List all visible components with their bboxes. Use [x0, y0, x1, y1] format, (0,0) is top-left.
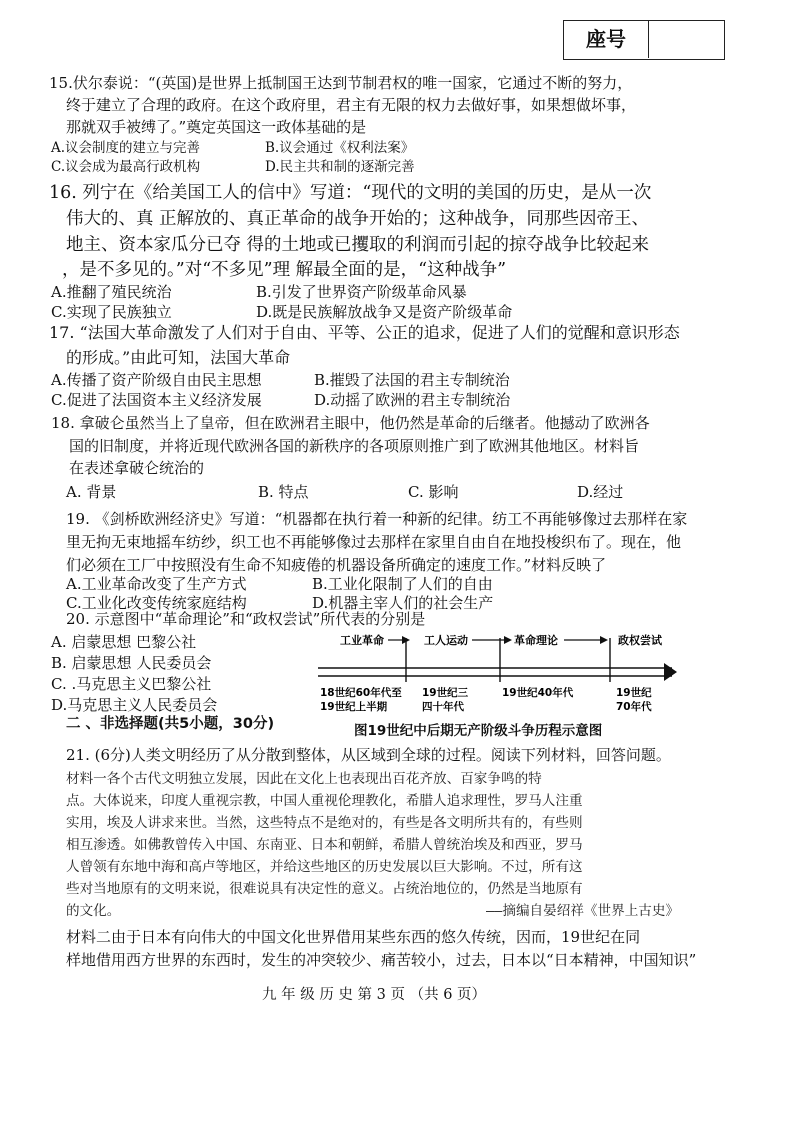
timeline-arrowhead	[664, 663, 677, 681]
question-18-option-a[interactable]: A. 背景	[66, 483, 117, 501]
question-16-stem-line: 16. 列宁在《给美国工人的信中》写道：“现代的文明的美国的历史，是从一次	[49, 183, 652, 203]
question-19-option-b[interactable]: B.工业化限制了人们的自由	[312, 575, 493, 593]
question-16-stem-line: ，是不多见的。”对“不多见”理 解最全面的是，“这种战争”	[62, 260, 507, 280]
question-19-stem-line: 19. 《剑桥欧洲经济史》写道：“机器都在执行着一种新的纪律。纺工不再能够像过去那样在家	[66, 510, 688, 528]
question-16-option-d[interactable]: D.既是民族解放战争又是资产阶级革命	[256, 303, 513, 321]
material-2-line: 样地借用西方世界的东西时，发生的冲突较少、痛苦较小，过去，日本以“日本精神，中国知识”	[66, 951, 697, 969]
material-1-line: 相互渗透。如佛教曾传入中国、东南亚、日本和朝鲜，希腊人曾统治埃及和西亚，罗马	[66, 837, 583, 853]
question-18-option-d[interactable]: D.经过	[577, 483, 624, 501]
question-19-option-d[interactable]: D.机器主宰人们的社会生产	[312, 594, 494, 612]
timeline-stage-regime-attempt: 政权尝试	[618, 634, 662, 647]
question-15-option-c[interactable]: C.议会成为最高行政机构	[51, 159, 201, 175]
timeline-date-label: 四十年代	[422, 701, 464, 713]
question-17-stem-line: 的形成。”由此可知，法国大革命	[66, 348, 291, 367]
material-1-line: 些对当地原有的文明来说，很难说具有决定性的意义。占统治地位的，仍然是当地原有	[66, 881, 583, 897]
question-16-stem-line: 地主、资本家瓜分已夺 得的土地或已攫取的利润而引起的掠夺战争比较起来	[66, 235, 650, 255]
question-16-option-b[interactable]: B.引发了世界资产阶级革命风暴	[256, 283, 467, 301]
question-17-option-a[interactable]: A.传播了资产阶级自由民主思想	[51, 371, 262, 389]
question-17-option-b[interactable]: B.摧毁了法国的君主专制统治	[314, 371, 510, 389]
timeline-date-label: 19世纪	[616, 687, 652, 699]
timeline-stage-industrial-revolution: 工业革命	[340, 634, 384, 647]
question-19-stem-line: 里无拘无束地摇车纺纱，织工也不再能够像过去那样在家里自由自在地投梭织布了。现在，他	[66, 533, 682, 551]
timeline-date-label: 18世纪60年代至	[320, 687, 402, 699]
question-15-option-b[interactable]: B.议会通过《权利法案》	[265, 140, 415, 156]
timeline-date-label: 70年代	[616, 701, 652, 713]
material-1-line: 实用，埃及人讲求来世。当然，这些特点不是绝对的，有些是各文明所共有的，有些则	[66, 815, 583, 831]
page-footer: 九 年 级 历 史 第 3 页 （共 6 页）	[262, 987, 487, 1003]
question-15-stem-line: 15.伏尔泰说：“(英国)是世界上抵制国王达到节制君权的唯一国家，它通过不断的努力，	[49, 74, 633, 92]
question-16-option-c[interactable]: C.实现了民族独立	[51, 303, 172, 321]
material-1-line: 人曾领有东地中海和高卢等地区，并给这些地区的历史发展以巨大影响。不过，所有这	[66, 859, 583, 875]
question-17-option-c[interactable]: C.促进了法国资本主义经济发展	[51, 391, 262, 409]
material-1-line: 点。大体说来，印度人重视宗教，中国人重视伦理教化，希腊人追求理性，罗马人注重	[66, 793, 583, 809]
material-1-line: 的文化。	[66, 903, 121, 919]
question-21-stem: 21. (6分)人类文明经历了从分散到整体，从区域到全球的过程。阅读下列材料，回答问题。	[66, 746, 671, 764]
question-20-option-c[interactable]: C. .马克思主义巴黎公社	[51, 675, 212, 693]
question-16-option-a[interactable]: A.推翻了殖民统治	[51, 283, 172, 301]
timeline-stage-revolutionary-theory: 革命理论	[514, 634, 558, 647]
question-19-option-c[interactable]: C.工业化改变传统家庭结构	[66, 594, 247, 612]
question-15-option-a[interactable]: A.议会制度的建立与完善	[51, 140, 201, 156]
timeline-date-label: 19世纪40年代	[502, 687, 574, 699]
question-18-stem-line: 18. 拿破仑虽然当上了皇帝，但在欧洲君主眼中，他仍然是革命的后继者。他撼动了欧洲各	[51, 414, 650, 432]
question-20-option-b[interactable]: B. 启蒙思想 人民委员会	[51, 654, 212, 672]
seat-number-label: 座号	[564, 21, 649, 58]
question-20-option-a[interactable]: A. 启蒙思想 巴黎公社	[51, 633, 197, 651]
seat-number-box	[563, 20, 725, 60]
question-20-stem: 20. 示意图中“革命理论”和“政权尝试”所代表的分别是	[66, 610, 426, 628]
timeline-caption: 图19世纪中后期无产阶级斗争历程示意图	[354, 723, 603, 739]
section-2-heading: 二 、非选择题(共5小题，30分)	[66, 716, 275, 732]
material-2-line: 材料二由于日本有向伟大的中国文化世界借用某些东西的悠久传统，因而，19世纪在同	[66, 928, 641, 946]
question-18-option-c[interactable]: C. 影响	[408, 483, 459, 501]
timeline-date-label: 19世纪上半期	[320, 701, 388, 713]
question-19-stem-line: 们必须在工厂中按照没有生命不知疲倦的机器设备所确定的速度工作。”材料反映了	[66, 556, 607, 574]
question-18-option-b[interactable]: B. 特点	[258, 483, 309, 501]
question-19-option-a[interactable]: A.工业革命改变了生产方式	[66, 575, 247, 593]
question-15-stem-line: 终于建立了合理的政府。在这个政府里，君主有无限的权力去做好事，如果想做坏事，	[66, 96, 637, 114]
proletarian-struggle-timeline	[318, 626, 678, 720]
question-15-stem-line: 那就双手被缚了。”奠定英国这一政体基础的是	[66, 118, 367, 136]
question-17-stem-line: 17. “法国大革命激发了人们对于自由、平等、公正的追求，促进了人们的觉醒和意识形态	[49, 323, 680, 342]
timeline-stage-workers-movement: 工人运动	[424, 634, 468, 647]
material-1-line: 材料一各个古代文明独立发展，因此在文化上也表现出百花齐放、百家争鸣的特	[66, 771, 542, 787]
timeline-date-label: 19世纪三	[422, 687, 469, 699]
question-18-stem-line: 在表述拿破仑统治的	[69, 459, 205, 477]
material-1-source: ——摘编自晏绍祥《世界上古史》	[486, 903, 680, 919]
question-20-option-d[interactable]: D.马克思主义人民委员会	[51, 696, 218, 714]
question-17-option-d[interactable]: D.动摇了欧洲的君主专制统治	[314, 391, 511, 409]
question-15-option-d[interactable]: D.民主共和制的逐渐完善	[265, 159, 415, 175]
question-18-stem-line: 国的旧制度，并将近现代欧洲各国的新秩序的各项原则推广到了欧洲其他地区。材料旨	[69, 437, 640, 455]
question-16-stem-line: 伟大的、真 正解放的、真正革命的战争开始的；这种战争，同那些因帝王、	[66, 209, 650, 229]
